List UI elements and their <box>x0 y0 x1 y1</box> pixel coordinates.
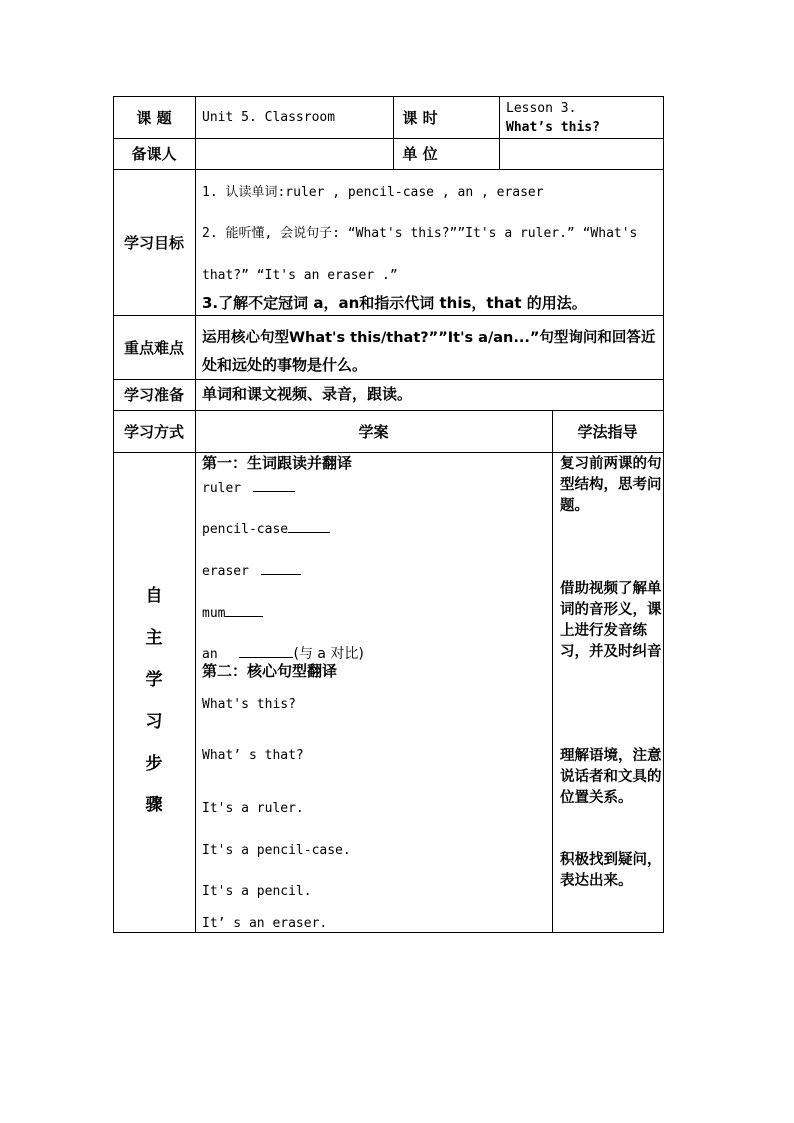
objective-item-2-line-1: 2. 能听懂, 会说句子: “What's this?””It's a ruler.” “What's <box>202 226 638 241</box>
lesson-plan-table <box>113 96 664 933</box>
word-text: an <box>202 647 218 662</box>
objective-item-2-line-2: that?” “It's an eraser .” <box>202 268 398 283</box>
sentence-item: It's a pencil. <box>202 884 312 899</box>
self-study-char: 步 <box>145 754 163 774</box>
rule <box>499 96 500 169</box>
guidance-note-1: 复习前两课的句型结构，思考问题。 <box>560 456 662 514</box>
period-value-line2: What’s this? <box>506 120 600 135</box>
word-text: mum <box>202 606 226 621</box>
guidance-note-2: 借助视频了解单词的音形义，课上进行发音练习，并及时纠音 <box>560 581 662 660</box>
word-item <box>202 480 295 495</box>
key-points-line-2: 处和远处的事物是什么。 <box>202 356 368 374</box>
preparation-text: 单词和课文视频、录音，跟读。 <box>202 385 413 403</box>
answer-blank[interactable] <box>261 563 301 575</box>
section-1-title: 第一：生词跟读并翻译 <box>202 454 353 472</box>
self-study-char: 习 <box>145 712 163 732</box>
word-item <box>202 605 263 620</box>
column-method: 学习方式 <box>123 422 184 441</box>
sentence-item: What's this? <box>202 697 296 712</box>
self-study-char: 骤 <box>145 795 163 815</box>
answer-blank[interactable] <box>253 480 295 492</box>
word-item <box>202 521 330 536</box>
word-item <box>202 646 364 661</box>
compare-note: (与 a 对比) <box>293 646 364 662</box>
period-label: 课 时 <box>402 108 438 127</box>
self-study-char: 主 <box>145 628 163 648</box>
objectives-label: 学习目标 <box>123 233 184 252</box>
topic-label: 课 题 <box>136 108 172 127</box>
column-guide: 学法指导 <box>577 422 638 441</box>
self-study-char: 学 <box>145 670 163 690</box>
sentence-item: It's a pencil-case. <box>202 843 351 858</box>
rule <box>195 96 196 933</box>
guidance-note-3: 理解语境，注意说话者和文具的位置关系。 <box>560 748 662 806</box>
preparer-label: 备课人 <box>131 145 177 163</box>
unit-label: 单 位 <box>402 145 438 163</box>
guidance-note-4: 积极找到疑问，表达出来。 <box>560 852 662 889</box>
topic-value: Unit 5. Classroom <box>202 110 336 125</box>
key-points-label: 重点难点 <box>123 338 184 357</box>
word-item <box>202 563 301 578</box>
sentence-item: What’ s that? <box>202 748 304 763</box>
self-study-char: 自 <box>145 586 163 606</box>
preparation-label: 学习准备 <box>123 386 184 404</box>
rule <box>552 410 553 933</box>
key-points-line-1: 运用核心句型What's this/that?””It's a/an...”句型询问和回答近 <box>202 330 656 346</box>
column-plan: 学案 <box>358 422 389 441</box>
word-text: ruler <box>202 481 242 496</box>
sentence-item: It’ s an eraser. <box>202 916 328 931</box>
word-text: pencil-case <box>202 522 289 537</box>
word-text: eraser <box>202 564 249 579</box>
answer-blank[interactable] <box>225 605 263 617</box>
period-value-line1: Lesson 3. <box>506 101 577 116</box>
answer-blank[interactable] <box>288 521 330 533</box>
objective-item-3: 3.了解不定冠词 a，an和指示代词 this，that 的用法。 <box>202 294 587 312</box>
section-2-title: 第二：核心句型翻译 <box>202 662 338 680</box>
answer-blank[interactable] <box>239 646 293 658</box>
sentence-item: It's a ruler. <box>202 801 304 816</box>
objective-item-1: 1. 认读单词:ruler , pencil-case , an , eraser <box>202 185 544 200</box>
